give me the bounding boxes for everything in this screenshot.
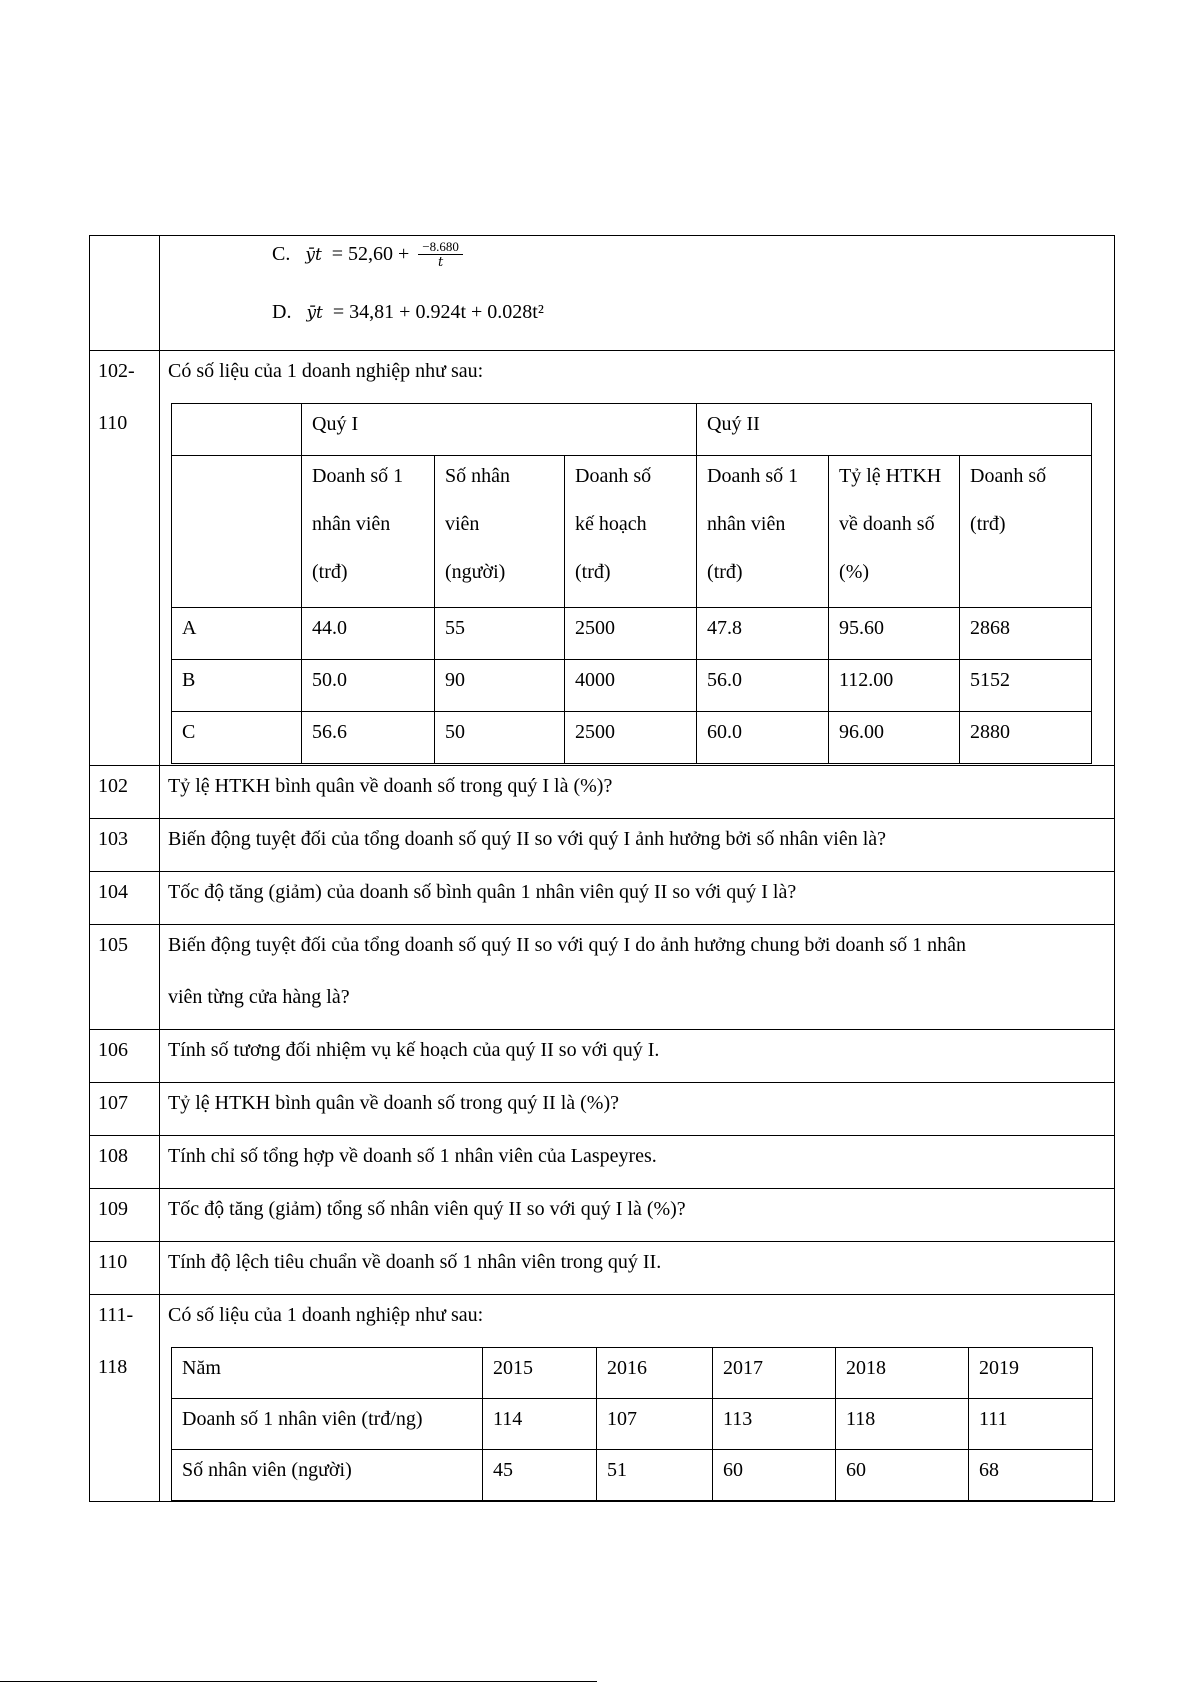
table-cell: 5152 bbox=[960, 660, 1092, 712]
yearly-data-table bbox=[171, 1347, 1093, 1501]
question-number: 103 bbox=[98, 828, 128, 850]
question-number: 106 bbox=[98, 1039, 128, 1061]
table-cell: 2019 bbox=[969, 1348, 1093, 1399]
column-header: Doanh số 1 nhân viên (trđ) bbox=[302, 456, 435, 608]
table-cell: 56.0 bbox=[697, 660, 829, 712]
table-cell: Số nhân viên (người) bbox=[172, 1450, 483, 1501]
table-row bbox=[172, 712, 1092, 764]
table-cell: 118 bbox=[836, 1399, 969, 1450]
option-d: D. ȳt = 34,81 + 0.924t + 0.028t² bbox=[272, 301, 544, 323]
table-cell: 2500 bbox=[565, 712, 697, 764]
quarter-data-table bbox=[171, 403, 1092, 764]
question-number: 109 bbox=[98, 1198, 128, 1220]
table-cell: 50.0 bbox=[302, 660, 435, 712]
table-row bbox=[172, 1450, 1093, 1501]
question-text: Tính độ lệch tiêu chuẩn về doanh số 1 nhân viên trong quý II. bbox=[168, 1251, 662, 1273]
group-header-q1: Quý I bbox=[302, 404, 697, 456]
table-cell: 4000 bbox=[565, 660, 697, 712]
table-row bbox=[172, 1348, 1093, 1399]
table-cell: 47.8 bbox=[697, 608, 829, 660]
question-text: Tốc độ tăng (giảm) tổng số nhân viên quý II so với quý I là (%)? bbox=[168, 1198, 686, 1220]
question-row bbox=[90, 1189, 1115, 1242]
column-header: Doanh số (trđ) bbox=[960, 456, 1092, 608]
table-cell: 55 bbox=[435, 608, 565, 660]
question-text: Tỷ lệ HTKH bình quân về doanh số trong quý II là (%)? bbox=[168, 1092, 619, 1114]
question-text: Tỷ lệ HTKH bình quân về doanh số trong quý I là (%)? bbox=[168, 775, 613, 797]
block2-row: 111- 118 Có số liệu của 1 doanh nghiệp như sau: Năm 2015 2016 2017 2018 2019 Doanh số 1 nhân viên (trđ/ng) 114 107 113 118 111 Số nhân viên (người) 45 51 60 60 68 bbox=[90, 1295, 1115, 1502]
table-cell: 2017 bbox=[713, 1348, 836, 1399]
question-row bbox=[90, 766, 1115, 819]
table-row bbox=[172, 1399, 1093, 1450]
question-text: Tính số tương đối nhiệm vụ kế hoạch của quý II so với quý I. bbox=[168, 1039, 660, 1061]
table-cell: 2018 bbox=[836, 1348, 969, 1399]
question-row bbox=[90, 1083, 1115, 1136]
question-text: Biến động tuyệt đối của tổng doanh số quý II so với quý I do ảnh hưởng chung bởi doanh số 1 nhân bbox=[168, 934, 967, 956]
table-row bbox=[172, 608, 1092, 660]
table-cell: 95.60 bbox=[829, 608, 960, 660]
table-cell: 68 bbox=[969, 1450, 1093, 1501]
question-row bbox=[90, 1030, 1115, 1083]
table-row bbox=[172, 660, 1092, 712]
question-row bbox=[90, 872, 1115, 925]
table-cell: 51 bbox=[597, 1450, 713, 1501]
table-cell: 44.0 bbox=[302, 608, 435, 660]
table-cell: 107 bbox=[597, 1399, 713, 1450]
options-row bbox=[90, 236, 1115, 351]
fraction: $\frac{-8.680}{t}$ bbox=[418, 240, 463, 270]
column-header: Doanh số kế hoạch (trđ) bbox=[565, 456, 697, 608]
table-cell: 112.00 bbox=[829, 660, 960, 712]
table-cell: 90 bbox=[435, 660, 565, 712]
table-cell: 111 bbox=[969, 1399, 1093, 1450]
table-cell: 45 bbox=[483, 1450, 597, 1501]
question-row bbox=[90, 819, 1115, 872]
column-header: Số nhân viên (người) bbox=[435, 456, 565, 608]
table-cell: Doanh số 1 nhân viên (trđ/ng) bbox=[172, 1399, 483, 1450]
question-number: 110 bbox=[98, 1251, 128, 1273]
table-cell: 50 bbox=[435, 712, 565, 764]
table-cell: 96.00 bbox=[829, 712, 960, 764]
table-cell: 60 bbox=[836, 1450, 969, 1501]
question-row bbox=[90, 1136, 1115, 1189]
question-row bbox=[90, 1242, 1115, 1295]
footnote-separator bbox=[0, 1681, 597, 1682]
table-cell: B bbox=[172, 660, 302, 712]
table-cell: Năm bbox=[172, 1348, 483, 1399]
question-text: Biến động tuyệt đối của tổng doanh số quý II so với quý I ảnh hưởng bởi số nhân viên là? bbox=[168, 828, 887, 850]
table-cell: A bbox=[172, 608, 302, 660]
table-cell: 56.6 bbox=[302, 712, 435, 764]
option-c: C. ȳt = 52,60 + $\frac{-8.680}{t}$ bbox=[160, 236, 1114, 288]
question-text: Tính chỉ số tổng hợp về doanh số 1 nhân viên của Laspeyres. bbox=[168, 1145, 657, 1167]
question-number: 105 bbox=[98, 934, 128, 956]
question-number: 104 bbox=[98, 881, 128, 903]
question-text: Tốc độ tăng (giảm) của doanh số bình quân 1 nhân viên quý II so với quý I là? bbox=[168, 881, 797, 903]
block1-row: 102- 110 Có số liệu của 1 doanh nghiệp như sau: Quý I Quý II Doanh số 1 nhân viên (trđ) Số nhân viên (người) Doanh số kế hoạch (trđ) Doanh số 1 nhân viên (trđ) Tỷ lệ HTKH về doanh số (%) Doanh số (trđ) A 44.0 55 2500 47.8 95.60 2868 B 50.0 90 4000 56.0 112.00 5152 C 56.6 50 2500 60.0 96.00 2880 bbox=[90, 351, 1115, 766]
question-number: 102 bbox=[98, 775, 128, 797]
question-number: 107 bbox=[98, 1092, 128, 1114]
table-cell: 113 bbox=[713, 1399, 836, 1450]
table-cell: 2016 bbox=[597, 1348, 713, 1399]
table-cell: C bbox=[172, 712, 302, 764]
question-number: 108 bbox=[98, 1145, 128, 1167]
column-header: Tỷ lệ HTKH về doanh số (%) bbox=[829, 456, 960, 608]
table-cell: 114 bbox=[483, 1399, 597, 1450]
column-header: Doanh số 1 nhân viên (trđ) bbox=[697, 456, 829, 608]
table-cell: 2868 bbox=[960, 608, 1092, 660]
question-table bbox=[89, 235, 1115, 1502]
table-cell: 2015 bbox=[483, 1348, 597, 1399]
question-row bbox=[90, 925, 1115, 1030]
table-cell: 60 bbox=[713, 1450, 836, 1501]
table-cell: 2880 bbox=[960, 712, 1092, 764]
question-text: viên từng cửa hàng là? bbox=[168, 986, 350, 1008]
group-header-q2: Quý II bbox=[697, 404, 1092, 456]
table-cell: 2500 bbox=[565, 608, 697, 660]
table-cell: 60.0 bbox=[697, 712, 829, 764]
